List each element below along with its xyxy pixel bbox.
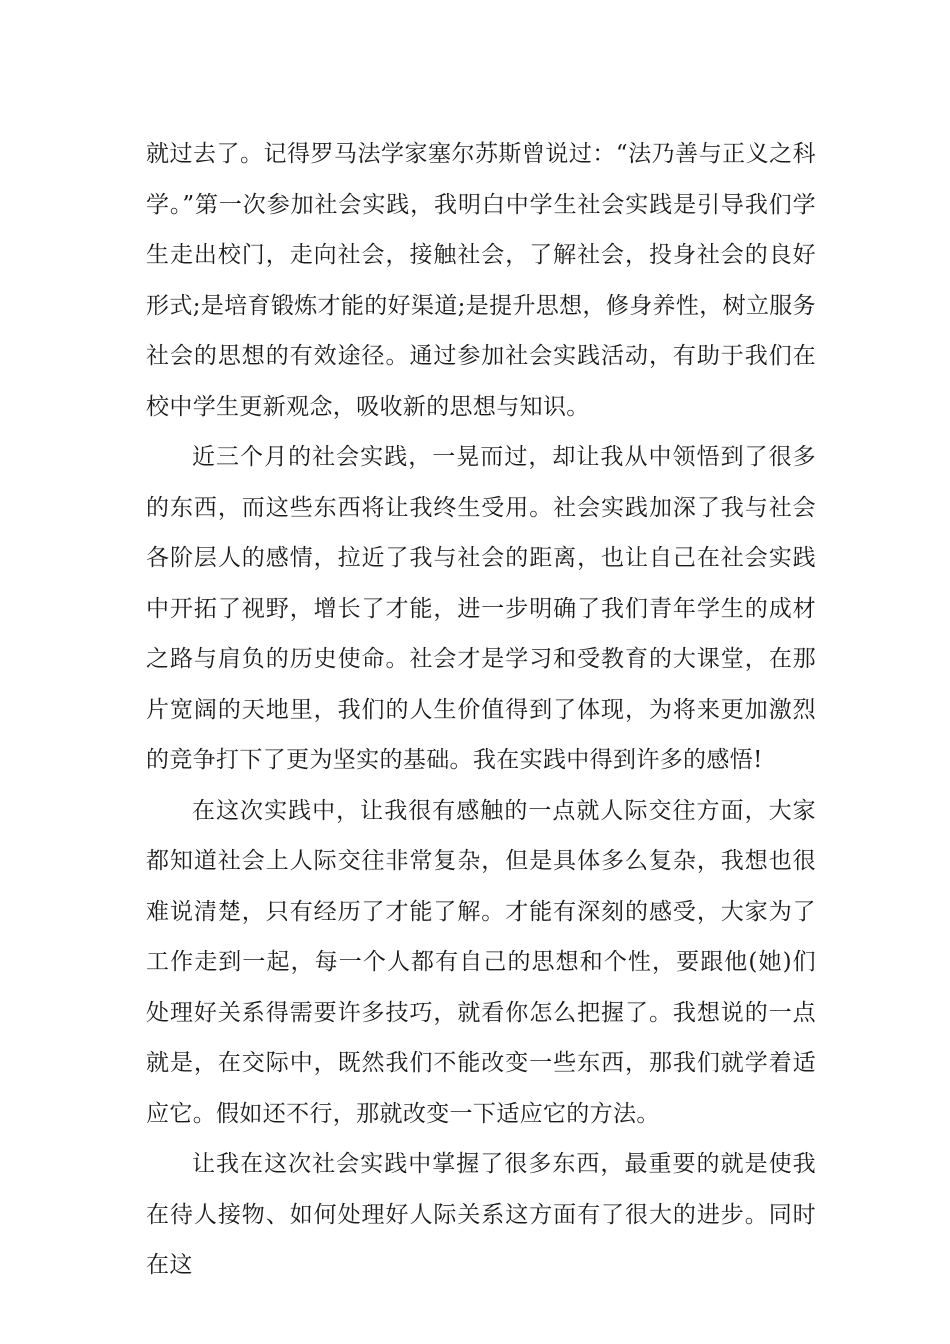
paragraph-2: 近三个月的社会实践，一晃而过，却让我从中领悟到了很多的东西，而这些东西将让我终生受用。社会实践加深了我与社会各阶层人的感情，拉近了我与社会的距离，也让自己在社会实践中开拓了视野，增长了才能，进一步明确了我们青年学生的成材之路与肩负的历史使命。社会才是学习和受教育的大课堂，在那片宽阔的天地里，我们的人生价值得到了体现，为将来更加激烈的竞争打下了更为坚实的基础。我在实践中得到许多的感悟! xyxy=(146,444,816,773)
document-body xyxy=(146,129,816,1291)
paragraph-4: 让我在这次社会实践中掌握了很多东西，最重要的就是使我在待人接物、如何处理好人际关系这方面有了很大的进步。同时在这 xyxy=(146,1151,816,1278)
paragraph-3: 在这次实践中，让我很有感触的一点就人际交往方面，大家都知道社会上人际交往非常复杂，但是具体多么复杂，我想也很难说清楚，只有经历了才能了解。才能有深刻的感受，大家为了工作走到一起，每一个人都有自己的思想和个性，要跟他(她)们处理好关系得需要许多技巧，就看你怎么把握了。我想说的一点就是，在交际中，既然我们不能改变一些东西，那我们就学着适应它。假如还不行，那就改变一下适应它的方法。 xyxy=(146,797,816,1127)
paragraph-1: 就过去了。记得罗马法学家塞尔苏斯曾说过：“法乃善与正义之科学。”第一次参加社会实践，我明白中学生社会实践是引导我们学生走出校门，走向社会，接触社会，了解社会，投身社会的良好形式;是培育锻炼才能的好渠道;是提升思想，修身养性，树立服务社会的思想的有效途径。通过参加社会实践活动，有助于我们在校中学生更新观念，吸收新的思想与知识。 xyxy=(146,141,816,420)
